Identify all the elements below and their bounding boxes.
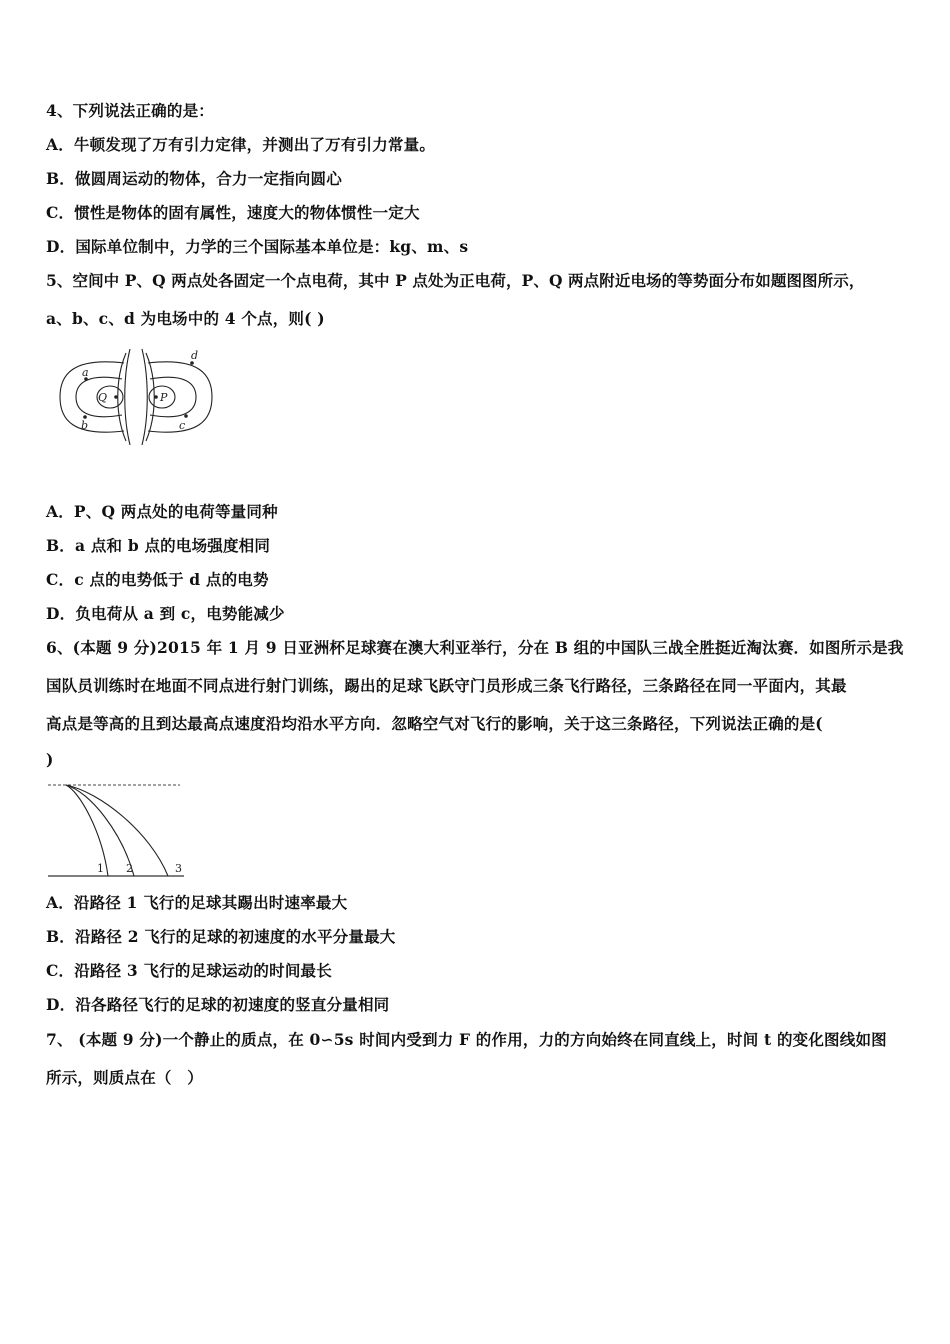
q6-option-b: B．沿路径 2 飞行的足球的初速度的水平分量最大	[46, 927, 396, 946]
q5-option-b: B．a 点和 b 点的电场强度相同	[46, 536, 271, 555]
label-b: b	[81, 419, 89, 432]
label-d: d	[191, 349, 199, 362]
q4-option-d: D．国际单位制中，力学的三个国际基本单位是：kg、m、s	[46, 237, 469, 256]
q6-stem-line1: 6、(本题 9 分)2015 年 1 月 9 日亚洲杯足球赛在澳大利亚举行，分在 B 组的中国队三战全胜挺近淘汰赛．如图所示是我	[46, 638, 904, 657]
label-c: c	[179, 419, 186, 432]
label-p: P	[160, 391, 168, 404]
q4-stem: 4、下列说法正确的是：	[46, 101, 214, 120]
q6-stem-line4: )	[46, 750, 54, 769]
q5-option-c: C．c 点的电势低于 d 点的电势	[46, 570, 269, 589]
point-c-dot	[184, 414, 188, 418]
mid-left-curve-1	[125, 349, 130, 445]
q6-stem-line3: 高点是等高的且到达最高点速度沿均沿水平方向．忽略空气对飞行的影响，关于这三条路径，下列说法正确的是(	[46, 714, 823, 733]
path-label-2: 2	[126, 862, 133, 875]
q5-stem-line2: a、b、c、d 为电场中的 4 个点，则( )	[46, 309, 325, 328]
q6-option-a: A．沿路径 1 飞行的足球其踢出时速率最大	[46, 893, 348, 912]
q5-option-d: D．负电荷从 a 到 c，电势能减少	[46, 604, 285, 623]
trajectory-diagram	[46, 780, 186, 880]
trajectory-path-3	[66, 785, 168, 876]
mid-right-curve-1	[142, 349, 147, 445]
q7-stem-line2: 所示，则质点在（ ）	[46, 1068, 204, 1087]
q4-option-c: C．惯性是物体的固有属性，速度大的物体惯性一定大	[46, 203, 420, 222]
q6-option-c: C．沿路径 3 飞行的足球运动的时间最长	[46, 961, 332, 980]
q5-option-a: A．P、Q 两点处的电荷等量同种	[46, 502, 278, 521]
charge-p-dot	[154, 395, 158, 399]
path-label-3: 3	[175, 862, 182, 875]
q4-option-b: B．做圆周运动的物体，合力一定指向圆心	[46, 169, 342, 188]
trajectory-figure	[46, 780, 186, 880]
charge-q-dot	[114, 395, 118, 399]
q6-stem-line2: 国队员训练时在地面不同点进行射门训练，踢出的足球飞跃守门员形成三条飞行路径，三条路径在同一平面内，其最	[46, 676, 847, 695]
q7-stem-line1: 7、 (本题 9 分)一个静止的质点，在 0∽5s 时间内受到力 F 的作用，力的方向始终在同直线上，时间 t 的变化图线如图	[46, 1030, 887, 1049]
q6-option-d: D．沿各路径飞行的足球的初速度的竖直分量相同	[46, 995, 390, 1014]
equipotential-diagram	[58, 347, 214, 447]
label-q: Q	[98, 391, 108, 404]
q5-stem-line1: 5、空间中 P、Q 两点处各固定一个点电荷，其中 P 点处为正电荷，P、Q 两点附近电场的等势面分布如题图图所示，	[46, 271, 865, 290]
equipotential-figure	[58, 347, 214, 447]
path-label-1: 1	[97, 862, 104, 875]
q4-option-a: A．牛顿发现了万有引力定律，并测出了万有引力常量。	[46, 135, 436, 154]
label-a: a	[82, 366, 89, 379]
